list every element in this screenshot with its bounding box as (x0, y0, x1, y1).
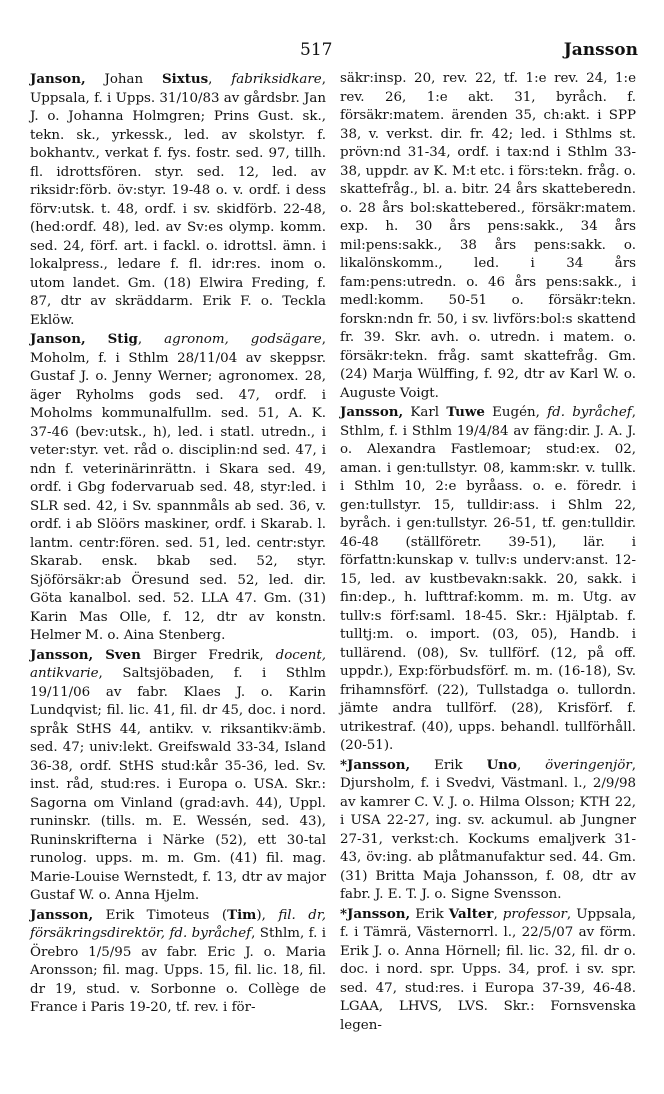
entry-jansson-valter: *Jansson, Erik Valter, professor, Uppsala, f. i Tämrä, Västernorrl. l., 22/5/07 av förm. Erik J. o. Anna Hörnell; fil. lic. 32, fil. dr o. doc. i nord. spr. Upps. 34, prof. i sv. spr. sed. 47, stud:res. i Europa 37-39, 46-48. LGAA, LHVS, LVS. Skr.: Fornsvenska legen- (340, 905, 636, 1033)
entry-jansson-uno: *Jansson, Erik Uno, överingenjör, Djursholm, f. i Svedvi, Västmanl. l., 2/9/98 av kamrer C. V. J. o. Hilma Olsson; KTH 22, i USA 22-27, ing. sv. ackumul. ab Jungner 27-31, verkst:ch. Kockums emaljverk 31-43, öv:ing. ab plåtmanufaktur sed. 44. Gm. (31) Britta Maja Johansson, f. 08, dtr av fabr. J. E. T. J. o. Signe Svensson. (340, 756, 637, 902)
entry-jansson-tuwe: Jansson, Karl Tuwe Eugén, fd. byråchef, Sthlm, f. i Sthlm 19/4/84 av fäng:dir. J. A. J. o. Alexandra Fastlemoar; stud:ex. 02, aman. i gen:tullstyr. 08, kamm:skr. v. tullk. i Sthlm 10, 2:e byråass. o. e. föredr. i gen:tullstyr. 15, tulldir:ass. i Shlm 22, byråch. i gen:tullstyr. 26-51, tf. gen:tulldir. 46-48 (ställföretr. 39-51), lär. i författn:kunskap v. tullv:s underv:anst. 12-15, led. av kustbevakn:sakk. 20, sakk. i fin:dep., h. lufttraf:komm. m. m. Utg. av tullv:s förf:saml. 18-45. Skr.: Hjälptab. f. tulltj:m. o. import. (03, 05), Handb. i tullärend. (08), Sv. tullförf. (12, på off. uppdr.), Exp:förbudsförf. m. m. (16-18), Sv. frihamnsförf. (22), Tullstadga o. tullordn. jämte andra tullförf. (28), Krisförf. f. utrikestraf. (40), upps. behandl. tullförhåll. (20-51). (340, 404, 637, 753)
entry-continuation: säkr:insp. 20, rev. 22, tf. 1:e rev. 24, 1:e rev. 26, 1:e akt. 31, byråch. f. försäkr:matem. ärenden 35, ch:akt. i SPP 38, v. verkst. dir. fr. 42; led. i Sthlms st. prövn:nd 31-34, ordf. i tax:nd i Sthlm 33-38, uppdr. av K. M:t etc. i förs:tekn. fråg. o. skattefråg., bl. a. bitr. 24 års skatteberedn. o. 28 års bol:skattebered., försäkr:matem. exp. h. 30 års pens:sakk., 34 års mil:pens:sakk., 38 års pens:sakk. o. likalönskomm., led. i 34 års fam:pens:utredn. o. 46 års pens:sakk., i medl:komm. 50-51 o. försäkr:tekn. forskn:ndn fr. 50, i sv. livförs:bol:s skattend fr. 39. Skr. avh. o. utredn. i matem. o. försäkr:tekn. fråg. samt skattefråg. Gm. (24) Marja Wülffing, f. 92, dtr av Karl W. o. Auguste Voigt. (340, 71, 636, 401)
entry-janson-stig: Janson, Stig, agronom, godsägare, Moholm, f. i Sthlm 28/11/04 av skeppsr. Gustaf J. o. Jenny Werner; agronomex. 28, äger Ryholms gods sed. 47, ordf. i Moholms kommunalfullm. sed. 51, A. K. 37-46 (bev:utsk., h), led. i statl. utredn., i veter:styr. vet. råd o. disciplin:nd sed. 47, i ndn f. veterinärinrättn. i Skara sed. 49, ordf. i Gbg fodervaruab sed. 48, styr:led. i SLR sed. 42, i Sv. spannmåls ab sed. 36, v. ordf. i ab Slöörs maskiner, ordf. i Skarab. l. lantm. centr:fören. sed. 51, led. centr:styr. Skarab. ensk. bkab sed. 52, styr. Sjöförsäkr:ab Öresund sed. 52, led. dir. Göta kanalbol. sed. 52. LLA 47. Gm. (31) Karin Mas Olle, f. 12, dtr av konstn. Helmer M. o. Aina Stenberg. (30, 331, 326, 643)
left-column (30, 70, 326, 1018)
entry-jansson-tim: Jansson, Erik Timoteus (Tim), fil. dr, försäkringsdirektör, fd. byråchef, Sthlm, f. i Örebro 1/5/95 av fabr. Eric J. o. Maria Aronsson; fil. mag. Upps. 15, fil. lic. 18, fil. dr 19, stud. v. Sorbonne o. Collège de France i Paris 19-20, tf. rev. i för- (30, 906, 327, 1015)
page-number: 517 (300, 40, 333, 60)
page-header (0, 40, 664, 68)
entry-janson-sixtus: Janson, Johan Sixtus, fabriksidkare, Uppsala, f. i Upps. 31/10/83 av gårdsbr. Jan J. o. Johanna Holmgren; Prins Gust. sk., tekn. sk., yrkessk., led. av skolstyr. f. bokhantv., verkat f. fys. fostr. sed. 97, tillh. fl. idrottsfören. styr. sed. 12, led. av riksidr:förb. öv:styr. 19-48 o. v. ordf. i dess förv:utsk. t. 48, ordf. i sv. skidförb. 22-48, (hed:ordf. 48), led. av Sv:es olymp. komm. sed. 24, förf. art. i fackl. o. idrottsl. ämn. i lokalpress., ledare f. fl. idr:res. inom o. utom landet. Gm. (18) Elwira Freding, f. 87, dtr av skräddarm. Erik F. o. Teckla Eklöw. (30, 71, 326, 328)
entry-jansson-sven: Jansson, Sven Birger Fredrik, docent, antikvarie, Saltsjöbaden, f. i Sthlm 19/11/06 av fabr. Klaes J. o. Karin Lundqvist; fil. lic. 41, fil. dr 45, doc. i nord. språk StHS 44, antikv. v. riksantikv:ämb. sed. 47; univ:lekt. Greifswald 33-34, Island 36-38, ordf. StHS stud:kår 35-36, led. Sv. inst. råd, stud:res. i Europa o. USA. Skr.: Sagorna om Vinland (grad:avh. 44), Uppl. runinskr. (tills. m. E. Wessén, sed. 43), Runinskrifterna i Närke (52), ett 30-tal runolog. upps. m. m. Gm. (41) fil. mag. Marie-Louise Wernstedt, f. 13, dtr av major Gustaf W. o. Anna Hjelm. (30, 646, 326, 903)
running-head: Jansson (563, 40, 638, 60)
right-column (340, 70, 636, 1035)
